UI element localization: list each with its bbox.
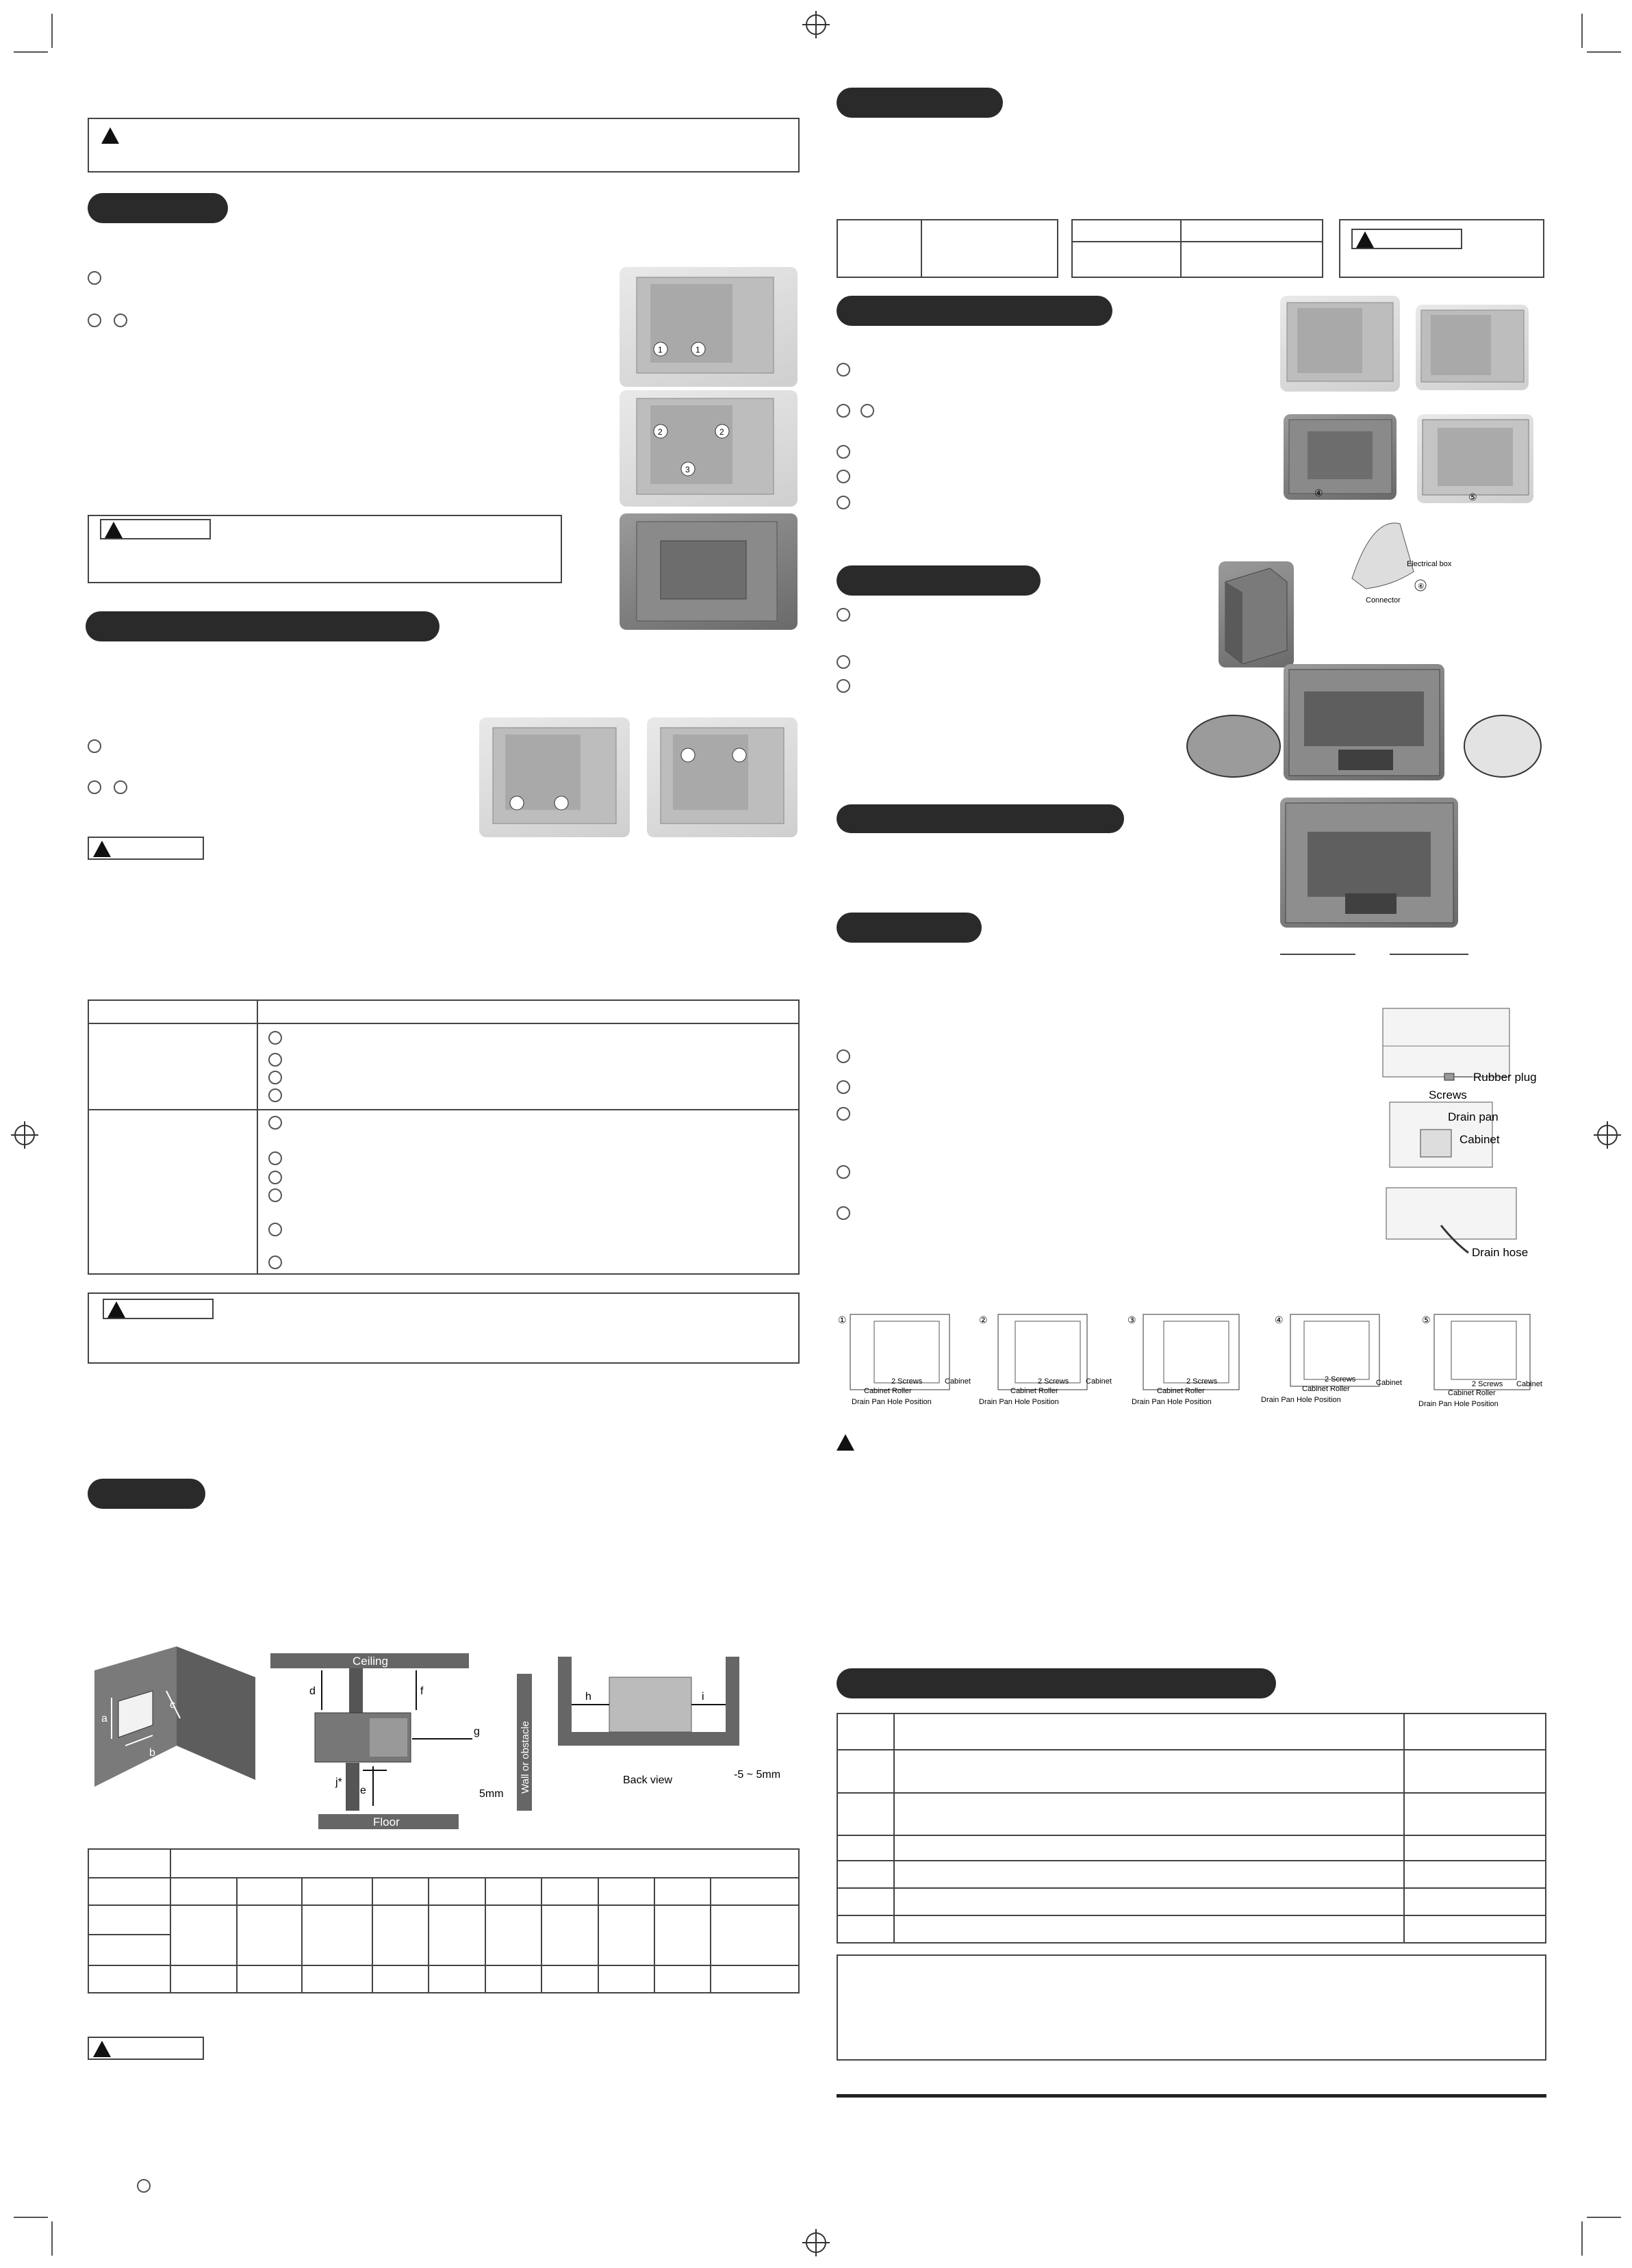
svg-text:Drain Pan Hole Position: Drain Pan Hole Position — [1132, 1398, 1212, 1406]
svg-text:Cabinet: Cabinet — [1376, 1379, 1402, 1387]
section-header-filter-cleaning — [88, 193, 228, 223]
step-number-icon — [837, 1206, 850, 1220]
rubber-plug-diagram — [1379, 1005, 1547, 1091]
drain-position-diagram-2 — [978, 1311, 1121, 1420]
step-number-icon — [88, 271, 101, 285]
table-divider — [257, 999, 258, 1275]
spec-box-1 — [837, 219, 1058, 278]
svg-text:Cabinet: Cabinet — [1516, 1380, 1542, 1388]
svg-text:Drain hose: Drain hose — [1472, 1246, 1529, 1259]
table-divider — [837, 1915, 1546, 1916]
svg-text:Cabinet Roller: Cabinet Roller — [1448, 1389, 1496, 1397]
crop-mark — [51, 2221, 53, 2256]
section-header-specifications — [837, 88, 1003, 118]
list-bullet-icon — [268, 1088, 282, 1102]
step-number-icon — [837, 470, 850, 483]
step-number-icon — [837, 655, 850, 669]
crop-mark — [14, 2217, 48, 2218]
step-number-icon — [837, 1049, 850, 1063]
svg-text:1: 1 — [696, 345, 700, 355]
svg-text:2: 2 — [658, 427, 663, 437]
step-number-icon — [837, 363, 850, 377]
svg-text:2 Screws: 2 Screws — [891, 1377, 923, 1386]
svg-text:Wall or obstacle: Wall or obstacle — [520, 1720, 531, 1794]
filter-removal-photo-2 — [620, 390, 798, 507]
clearance-diagram — [267, 1650, 541, 1831]
warning-icon — [107, 1301, 125, 1318]
table-divider — [710, 1877, 711, 1993]
chassis-bottom-photo — [1280, 798, 1458, 928]
table-divider — [541, 1877, 542, 1993]
svg-text:2 Screws: 2 Screws — [1325, 1375, 1356, 1384]
svg-text:5mm: 5mm — [479, 1788, 504, 1800]
svg-text:Cabinet Roller: Cabinet Roller — [864, 1387, 912, 1395]
crop-mark — [1581, 14, 1583, 48]
section-header-remove-panel — [837, 296, 1112, 326]
svg-text:3: 3 — [685, 465, 690, 474]
svg-text:-5 ~ 5mm: -5 ~ 5mm — [734, 1769, 781, 1781]
electrical-box-diagram — [1338, 510, 1452, 606]
detail-callout-left — [1184, 712, 1284, 780]
table-divider — [170, 1848, 171, 1993]
table-divider — [428, 1877, 429, 1993]
step-number-icon — [837, 404, 850, 418]
svg-text:2 Screws: 2 Screws — [1038, 1377, 1069, 1386]
crop-mark — [1587, 2217, 1621, 2218]
svg-text:Drain pan: Drain pan — [1448, 1110, 1499, 1123]
table-divider — [88, 1965, 800, 1966]
section-header-drainage — [837, 913, 982, 943]
table-divider — [88, 1023, 800, 1024]
table-divider — [837, 1792, 1546, 1794]
table-divider — [88, 1109, 800, 1110]
svg-text:Screws: Screws — [1429, 1088, 1467, 1101]
svg-text:c: c — [170, 1699, 175, 1711]
list-bullet-icon — [268, 1053, 282, 1067]
step-number-icon — [837, 1165, 850, 1179]
step-number-icon — [114, 780, 127, 794]
step-number-icon — [114, 314, 127, 327]
svg-text:Ceiling: Ceiling — [353, 1655, 388, 1668]
svg-text:①: ① — [838, 1314, 847, 1325]
step-number-icon — [837, 1080, 850, 1094]
step-number-icon — [837, 445, 850, 459]
back-view-diagram — [554, 1653, 791, 1787]
svg-text:Electrical box: Electrical box — [1407, 560, 1452, 568]
section-header-troubleshooting — [837, 1668, 1276, 1698]
crop-mark — [14, 51, 48, 53]
svg-text:Cabinet Roller: Cabinet Roller — [1302, 1385, 1350, 1393]
step-number-icon — [837, 608, 850, 622]
svg-text:j*: j* — [335, 1776, 342, 1788]
drain-position-diagram-1 — [837, 1311, 980, 1420]
dimension-table — [88, 1848, 800, 1993]
svg-text:2 Screws: 2 Screws — [1472, 1380, 1503, 1388]
table-divider — [1403, 1713, 1405, 1944]
note-box — [837, 1954, 1546, 2061]
section-header-air-filter — [86, 611, 439, 641]
chassis-rear-photo — [1284, 664, 1444, 780]
list-bullet-icon — [268, 1171, 282, 1184]
svg-text:Cabinet: Cabinet — [945, 1377, 971, 1386]
list-bullet-icon — [268, 1223, 282, 1236]
svg-text:g: g — [474, 1726, 480, 1737]
step-number-icon — [88, 314, 101, 327]
svg-text:Cabinet Roller: Cabinet Roller — [1157, 1387, 1205, 1395]
drain-hose-diagram — [1379, 1177, 1547, 1263]
table-divider — [236, 1877, 238, 1993]
svg-text:b: b — [149, 1747, 155, 1759]
table-divider — [88, 1904, 800, 1906]
drain-pan-diagram — [1379, 1088, 1547, 1174]
table-divider — [837, 1860, 1546, 1861]
list-bullet-icon — [268, 1256, 282, 1269]
svg-text:Cabinet: Cabinet — [1459, 1133, 1500, 1146]
panel-removal-photo-3 — [1284, 414, 1397, 500]
list-bullet-icon — [268, 1031, 282, 1045]
svg-text:Cabinet: Cabinet — [1086, 1377, 1112, 1386]
svg-text:i: i — [702, 1691, 704, 1703]
warning-box-top — [88, 118, 800, 173]
table-divider — [1180, 219, 1182, 278]
svg-text:2 Screws: 2 Screws — [1186, 1377, 1218, 1386]
table-divider — [654, 1877, 655, 1993]
svg-text:h: h — [585, 1691, 591, 1703]
table-divider — [837, 1749, 1546, 1750]
filter-cover-photo — [620, 513, 798, 630]
svg-text:Cabinet Roller: Cabinet Roller — [1010, 1387, 1058, 1395]
leader-line — [1390, 954, 1468, 955]
filter-removal-photo-1 — [620, 267, 798, 387]
drain-position-diagram-3 — [1126, 1311, 1263, 1420]
svg-text:d: d — [309, 1685, 316, 1697]
svg-text:2: 2 — [719, 427, 724, 437]
registration-mark-icon — [802, 11, 830, 38]
list-bullet-icon — [268, 1188, 282, 1202]
step-number-icon — [88, 739, 101, 753]
svg-text:Floor: Floor — [373, 1815, 400, 1829]
table-divider — [893, 1713, 895, 1944]
svg-text:④: ④ — [1314, 487, 1323, 498]
crop-mark — [1587, 51, 1621, 53]
warning-icon — [837, 1434, 854, 1451]
warning-icon — [105, 522, 123, 538]
svg-text:Rubber plug: Rubber plug — [1473, 1071, 1537, 1084]
table-divider — [1071, 241, 1323, 242]
svg-text:1: 1 — [658, 345, 663, 355]
leader-line — [1280, 954, 1355, 955]
table-divider — [301, 1877, 303, 1993]
air-filter-photo-2 — [647, 717, 798, 837]
drain-position-diagram-4 — [1260, 1311, 1407, 1420]
step-number-icon — [837, 679, 850, 693]
svg-text:④: ④ — [1275, 1314, 1284, 1325]
panel-removal-photo-1 — [1280, 296, 1400, 392]
table-divider — [837, 1887, 1546, 1889]
detail-callout-right — [1462, 712, 1544, 780]
page-number-icon — [137, 2179, 151, 2193]
table-divider — [88, 1934, 170, 1935]
table-divider — [485, 1877, 486, 1993]
step-number-icon — [88, 780, 101, 794]
section-header-installation — [88, 1479, 205, 1509]
svg-text:⑤: ⑤ — [1422, 1314, 1431, 1325]
table-divider — [598, 1877, 599, 1993]
air-filter-photo-1 — [479, 717, 630, 837]
panel-removal-photo-2 — [1416, 305, 1529, 390]
registration-mark-icon — [1594, 1121, 1621, 1149]
svg-text:③: ③ — [1127, 1314, 1136, 1325]
warning-icon — [93, 841, 111, 857]
table-divider — [837, 1835, 1546, 1836]
svg-text:⑥: ⑥ — [1418, 583, 1425, 591]
warning-icon — [93, 2041, 111, 2057]
list-bullet-icon — [268, 1151, 282, 1165]
table-divider — [372, 1877, 373, 1993]
drain-position-diagram-5 — [1417, 1311, 1547, 1420]
svg-text:Drain Pan Hole Position: Drain Pan Hole Position — [852, 1398, 932, 1406]
step-number-icon — [837, 496, 850, 509]
section-header-reinstall-chassis — [837, 804, 1124, 833]
step-number-icon — [837, 1107, 850, 1121]
svg-text:⑤: ⑤ — [1468, 492, 1477, 502]
unit-side-photo — [1219, 561, 1294, 667]
registration-mark-icon — [11, 1121, 38, 1149]
reference-table — [837, 1713, 1546, 1944]
crop-mark — [51, 14, 53, 48]
svg-text:f: f — [420, 1685, 424, 1697]
footer-rule — [837, 2094, 1546, 2098]
svg-text:②: ② — [979, 1314, 988, 1325]
list-bullet-icon — [268, 1116, 282, 1130]
svg-text:a: a — [101, 1713, 107, 1724]
svg-text:Drain Pan Hole Position: Drain Pan Hole Position — [1418, 1400, 1499, 1408]
registration-mark-icon — [802, 2229, 830, 2256]
table-divider — [88, 1877, 800, 1878]
svg-text:Drain Pan Hole Position: Drain Pan Hole Position — [979, 1398, 1059, 1406]
svg-text:Connector: Connector — [1366, 596, 1401, 604]
svg-text:Back view: Back view — [623, 1774, 673, 1786]
table-divider — [921, 219, 922, 278]
troubleshooting-table — [88, 999, 800, 1275]
warning-icon — [101, 127, 119, 144]
svg-text:Drain Pan Hole Position: Drain Pan Hole Position — [1261, 1396, 1341, 1404]
panel-removal-photo-4 — [1417, 414, 1533, 503]
step-number-icon — [860, 404, 874, 418]
crop-mark — [1581, 2221, 1583, 2256]
svg-text:e: e — [360, 1785, 366, 1796]
spec-box-2 — [1071, 219, 1323, 278]
warning-icon — [1356, 231, 1374, 248]
wall-opening-diagram — [88, 1643, 259, 1804]
list-bullet-icon — [268, 1071, 282, 1084]
section-header-remove-chassis — [837, 565, 1041, 596]
